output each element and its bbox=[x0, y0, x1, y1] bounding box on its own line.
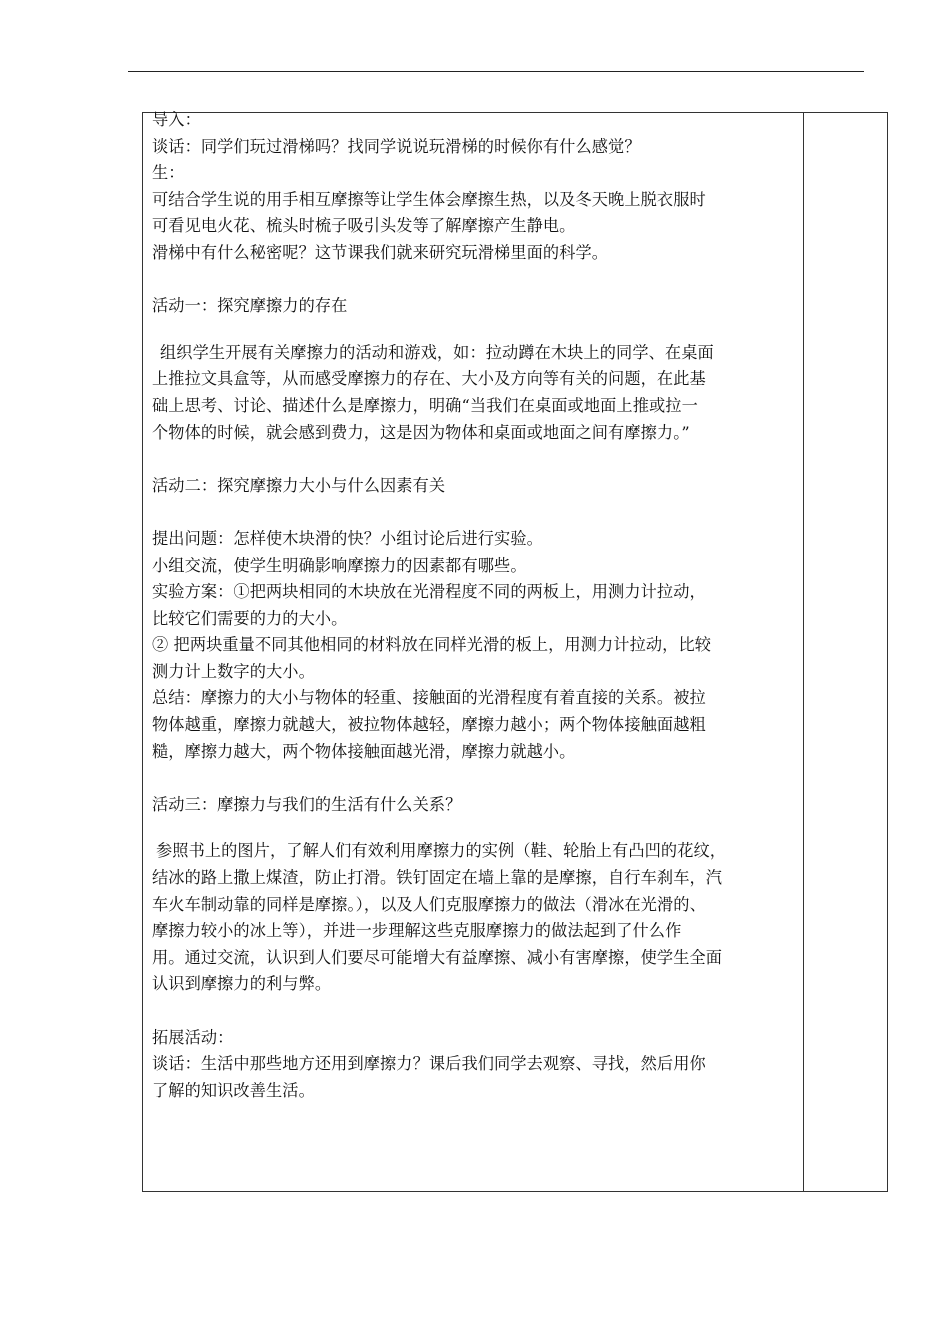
experiment-plan-line: ② 把两块重量不同其他相同的材料放在同样光滑的板上，用测力计拉动，比较 bbox=[152, 635, 712, 655]
activity-three-paragraph-line: 参照书上的图片，了解人们有效利用摩擦力的实例（鞋、轮胎上有凸凹的花纹， bbox=[156, 841, 727, 861]
activity-three-paragraph-line: 车火车制动靠的同样是摩擦。），以及人们克服摩擦力的做法（滑冰在光滑的、 bbox=[152, 894, 706, 914]
experiment-plan-line: 测力计上数字的大小。 bbox=[152, 661, 315, 681]
intro-question: 滑梯中有什么秘密呢？这节课我们就来研究玩滑梯里面的科学。 bbox=[152, 242, 609, 262]
activity-three-paragraph-line: 认识到摩擦力的利与弊。 bbox=[152, 974, 332, 994]
spacer bbox=[152, 320, 797, 340]
activity-one-paragraph-line: 础上思考、讨论、描述什么是摩擦力，明确“当我们在桌面或地面上推或拉一 bbox=[152, 395, 698, 415]
extension-talk-line: 谈话：生活中那些地方还用到摩擦力？课后我们同学去观察、寻找，然后用你 bbox=[152, 1054, 706, 1074]
extension-heading: 拓展活动： bbox=[152, 1027, 234, 1047]
activity-three-paragraph-line: 摩擦力较小的冰上等），并进一步理解这些克服摩擦力的做法起到了什么作 bbox=[152, 921, 682, 941]
spacer bbox=[152, 499, 797, 526]
experiment-plan-line: 比较它们需要的力的大小。 bbox=[152, 608, 348, 628]
spacer bbox=[152, 998, 797, 1025]
spacer bbox=[152, 818, 797, 838]
intro-paragraph-line: 可看见电火花、梳头时梳子吸引头发等了解摩擦产生静电。 bbox=[152, 216, 576, 236]
activity-two-exchange: 小组交流，使学生明确影响摩擦力的因素都有哪些。 bbox=[152, 555, 527, 575]
header-rule bbox=[128, 71, 864, 72]
activity-one-paragraph-line: 组织学生开展有关摩擦力的活动和游戏，如：拉动蹲在木块上的同学、在桌面 bbox=[160, 342, 714, 362]
activity-two-heading: 活动二：探究摩擦力大小与什么因素有关 bbox=[152, 475, 446, 495]
notes-cell bbox=[804, 113, 887, 1191]
activity-three-heading: 活动三：摩擦力与我们的生活有什么关系？ bbox=[152, 794, 462, 814]
lesson-table bbox=[142, 112, 888, 1192]
experiment-plan-line: 实验方案：①把两块相同的木块放在光滑程度不同的两板上，用测力计拉动， bbox=[152, 582, 706, 602]
spacer bbox=[152, 765, 797, 792]
lesson-content-cell bbox=[143, 110, 804, 1191]
extension-talk-line: 了解的知识改善生活。 bbox=[152, 1080, 315, 1100]
summary-line: 物体越重，摩擦力就越大，被拉物体越轻，摩擦力越小；两个物体接触面越粗 bbox=[152, 715, 706, 735]
summary-line: 总结：摩擦力的大小与物体的轻重、接触面的光滑程度有着直接的关系。被拉 bbox=[152, 688, 706, 708]
activity-one-paragraph-line: 个物体的时候，就会感到费力，这是因为物体和桌面或地面之间有摩擦力。” bbox=[152, 422, 690, 442]
intro-paragraph-line: 可结合学生说的用手相互摩擦等让学生体会摩擦生热，以及冬天晚上脱衣服时 bbox=[152, 189, 706, 209]
activity-three-paragraph-line: 结冰的路上撒上煤渣，防止打滑。铁钉固定在墙上靠的是摩擦，自行车刹车，汽 bbox=[152, 868, 723, 888]
activity-two-question: 提出问题：怎样使木块滑的快？小组讨论后进行实验。 bbox=[152, 528, 543, 548]
spacer bbox=[152, 267, 797, 294]
activity-one-paragraph-line: 上推拉文具盒等，从而感受摩擦力的存在、大小及方向等有关的问题，在此基 bbox=[152, 369, 706, 389]
intro-heading: 导入： bbox=[152, 110, 201, 129]
activity-one-heading: 活动一：探究摩擦力的存在 bbox=[152, 296, 348, 316]
spacer bbox=[152, 446, 797, 473]
intro-student: 生： bbox=[152, 163, 185, 183]
summary-line: 糙，摩擦力越大，两个物体接触面越光滑，摩擦力就越小。 bbox=[152, 741, 576, 761]
activity-three-paragraph-line: 用。通过交流，认识到人们要尽可能增大有益摩擦、减小有害摩擦，使学生全面 bbox=[152, 947, 723, 967]
intro-talk: 谈话：同学们玩过滑梯吗？找同学说说玩滑梯的时候你有什么感觉？ bbox=[152, 136, 641, 156]
